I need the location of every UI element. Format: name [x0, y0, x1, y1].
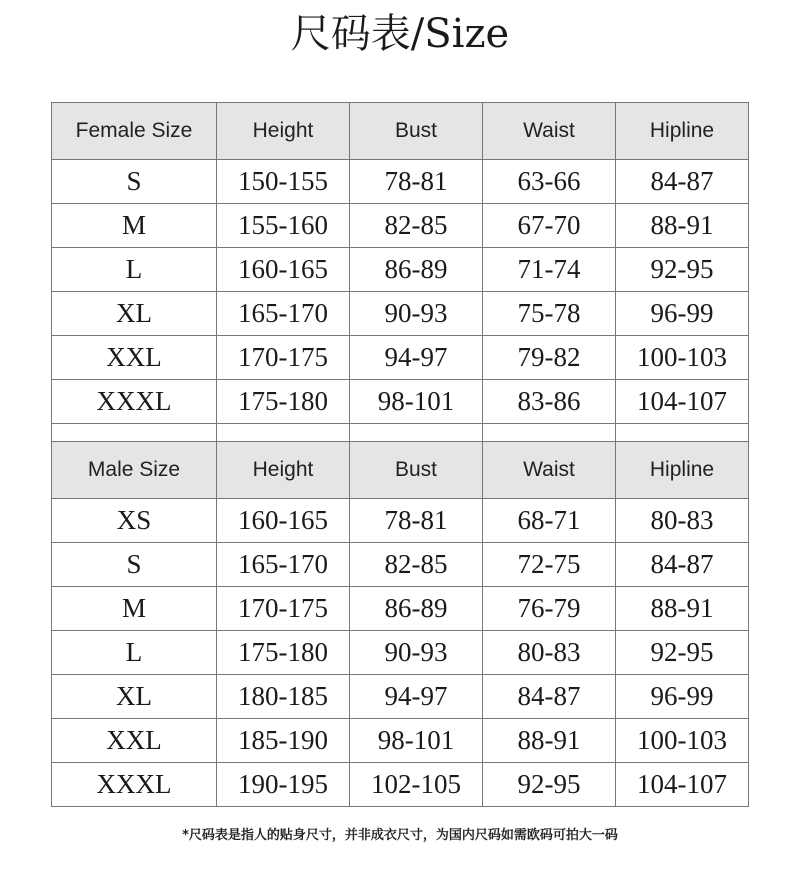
male-cell-waist: 84-87	[483, 675, 616, 719]
size-chart-table	[51, 102, 749, 807]
female-cell-size: L	[52, 248, 217, 292]
female-cell-bust: 82-85	[350, 204, 483, 248]
male-cell-waist: 76-79	[483, 587, 616, 631]
male-header-hipline: Hipline	[616, 442, 749, 499]
male-table-row	[52, 631, 749, 675]
female-cell-hipline: 100-103	[616, 336, 749, 380]
male-cell-size: L	[52, 631, 217, 675]
male-cell-waist: 92-95	[483, 763, 616, 807]
male-cell-size: XXXL	[52, 763, 217, 807]
spacer-cell	[52, 424, 217, 442]
male-cell-height: 165-170	[217, 543, 350, 587]
male-cell-waist: 68-71	[483, 499, 616, 543]
male-table-row	[52, 543, 749, 587]
spacer-cell	[217, 424, 350, 442]
female-cell-waist: 79-82	[483, 336, 616, 380]
male-header-row	[52, 442, 749, 499]
male-cell-size: XL	[52, 675, 217, 719]
male-cell-bust: 102-105	[350, 763, 483, 807]
male-header-size: Male Size	[52, 442, 217, 499]
male-cell-height: 175-180	[217, 631, 350, 675]
male-cell-height: 185-190	[217, 719, 350, 763]
female-table-row	[52, 292, 749, 336]
female-cell-hipline: 84-87	[616, 160, 749, 204]
male-cell-size: M	[52, 587, 217, 631]
female-cell-hipline: 92-95	[616, 248, 749, 292]
female-cell-size: M	[52, 204, 217, 248]
male-cell-height: 170-175	[217, 587, 350, 631]
female-cell-size: XXXL	[52, 380, 217, 424]
female-cell-size: XL	[52, 292, 217, 336]
male-cell-bust: 94-97	[350, 675, 483, 719]
female-header-hipline: Hipline	[616, 103, 749, 160]
male-header-height: Height	[217, 442, 350, 499]
female-cell-bust: 94-97	[350, 336, 483, 380]
female-header-row	[52, 103, 749, 160]
male-cell-size: XXL	[52, 719, 217, 763]
female-cell-waist: 63-66	[483, 160, 616, 204]
male-cell-bust: 82-85	[350, 543, 483, 587]
spacer-cell	[350, 424, 483, 442]
male-cell-size: S	[52, 543, 217, 587]
female-cell-size: XXL	[52, 336, 217, 380]
male-cell-bust: 86-89	[350, 587, 483, 631]
section-spacer-row	[52, 424, 749, 442]
male-table-row	[52, 763, 749, 807]
female-cell-height: 160-165	[217, 248, 350, 292]
female-cell-height: 170-175	[217, 336, 350, 380]
male-cell-size: XS	[52, 499, 217, 543]
male-cell-height: 190-195	[217, 763, 350, 807]
female-cell-hipline: 88-91	[616, 204, 749, 248]
female-cell-bust: 78-81	[350, 160, 483, 204]
female-cell-height: 155-160	[217, 204, 350, 248]
female-cell-hipline: 104-107	[616, 380, 749, 424]
female-cell-height: 165-170	[217, 292, 350, 336]
size-note: *尺码表是指人的贴身尺寸，并非成衣尺寸，为国内尺码如需欧码可拍大一码	[182, 828, 618, 843]
female-header-size: Female Size	[52, 103, 217, 160]
male-cell-bust: 98-101	[350, 719, 483, 763]
male-header-waist: Waist	[483, 442, 616, 499]
male-cell-hipline: 104-107	[616, 763, 749, 807]
male-cell-hipline: 100-103	[616, 719, 749, 763]
female-table-row	[52, 336, 749, 380]
page-title: 尺码表/Size	[290, 11, 510, 57]
female-cell-waist: 71-74	[483, 248, 616, 292]
male-cell-waist: 72-75	[483, 543, 616, 587]
female-cell-height: 150-155	[217, 160, 350, 204]
female-header-height: Height	[217, 103, 350, 160]
male-cell-hipline: 80-83	[616, 499, 749, 543]
male-cell-hipline: 84-87	[616, 543, 749, 587]
male-cell-hipline: 96-99	[616, 675, 749, 719]
spacer-cell	[616, 424, 749, 442]
male-cell-height: 180-185	[217, 675, 350, 719]
female-header-bust: Bust	[350, 103, 483, 160]
male-cell-hipline: 92-95	[616, 631, 749, 675]
female-header-waist: Waist	[483, 103, 616, 160]
male-cell-waist: 80-83	[483, 631, 616, 675]
female-table-row	[52, 248, 749, 292]
male-table-row	[52, 499, 749, 543]
male-header-bust: Bust	[350, 442, 483, 499]
male-table-row	[52, 675, 749, 719]
female-table-row	[52, 204, 749, 248]
male-cell-bust: 90-93	[350, 631, 483, 675]
female-table-row	[52, 380, 749, 424]
male-cell-hipline: 88-91	[616, 587, 749, 631]
female-cell-bust: 98-101	[350, 380, 483, 424]
female-table-row	[52, 160, 749, 204]
size-chart-body	[52, 103, 749, 807]
spacer-cell	[483, 424, 616, 442]
female-cell-size: S	[52, 160, 217, 204]
male-cell-height: 160-165	[217, 499, 350, 543]
male-table-row	[52, 587, 749, 631]
female-cell-bust: 86-89	[350, 248, 483, 292]
female-cell-waist: 67-70	[483, 204, 616, 248]
male-table-row	[52, 719, 749, 763]
male-cell-bust: 78-81	[350, 499, 483, 543]
female-cell-waist: 83-86	[483, 380, 616, 424]
female-cell-waist: 75-78	[483, 292, 616, 336]
female-cell-bust: 90-93	[350, 292, 483, 336]
female-cell-height: 175-180	[217, 380, 350, 424]
female-cell-hipline: 96-99	[616, 292, 749, 336]
male-cell-waist: 88-91	[483, 719, 616, 763]
